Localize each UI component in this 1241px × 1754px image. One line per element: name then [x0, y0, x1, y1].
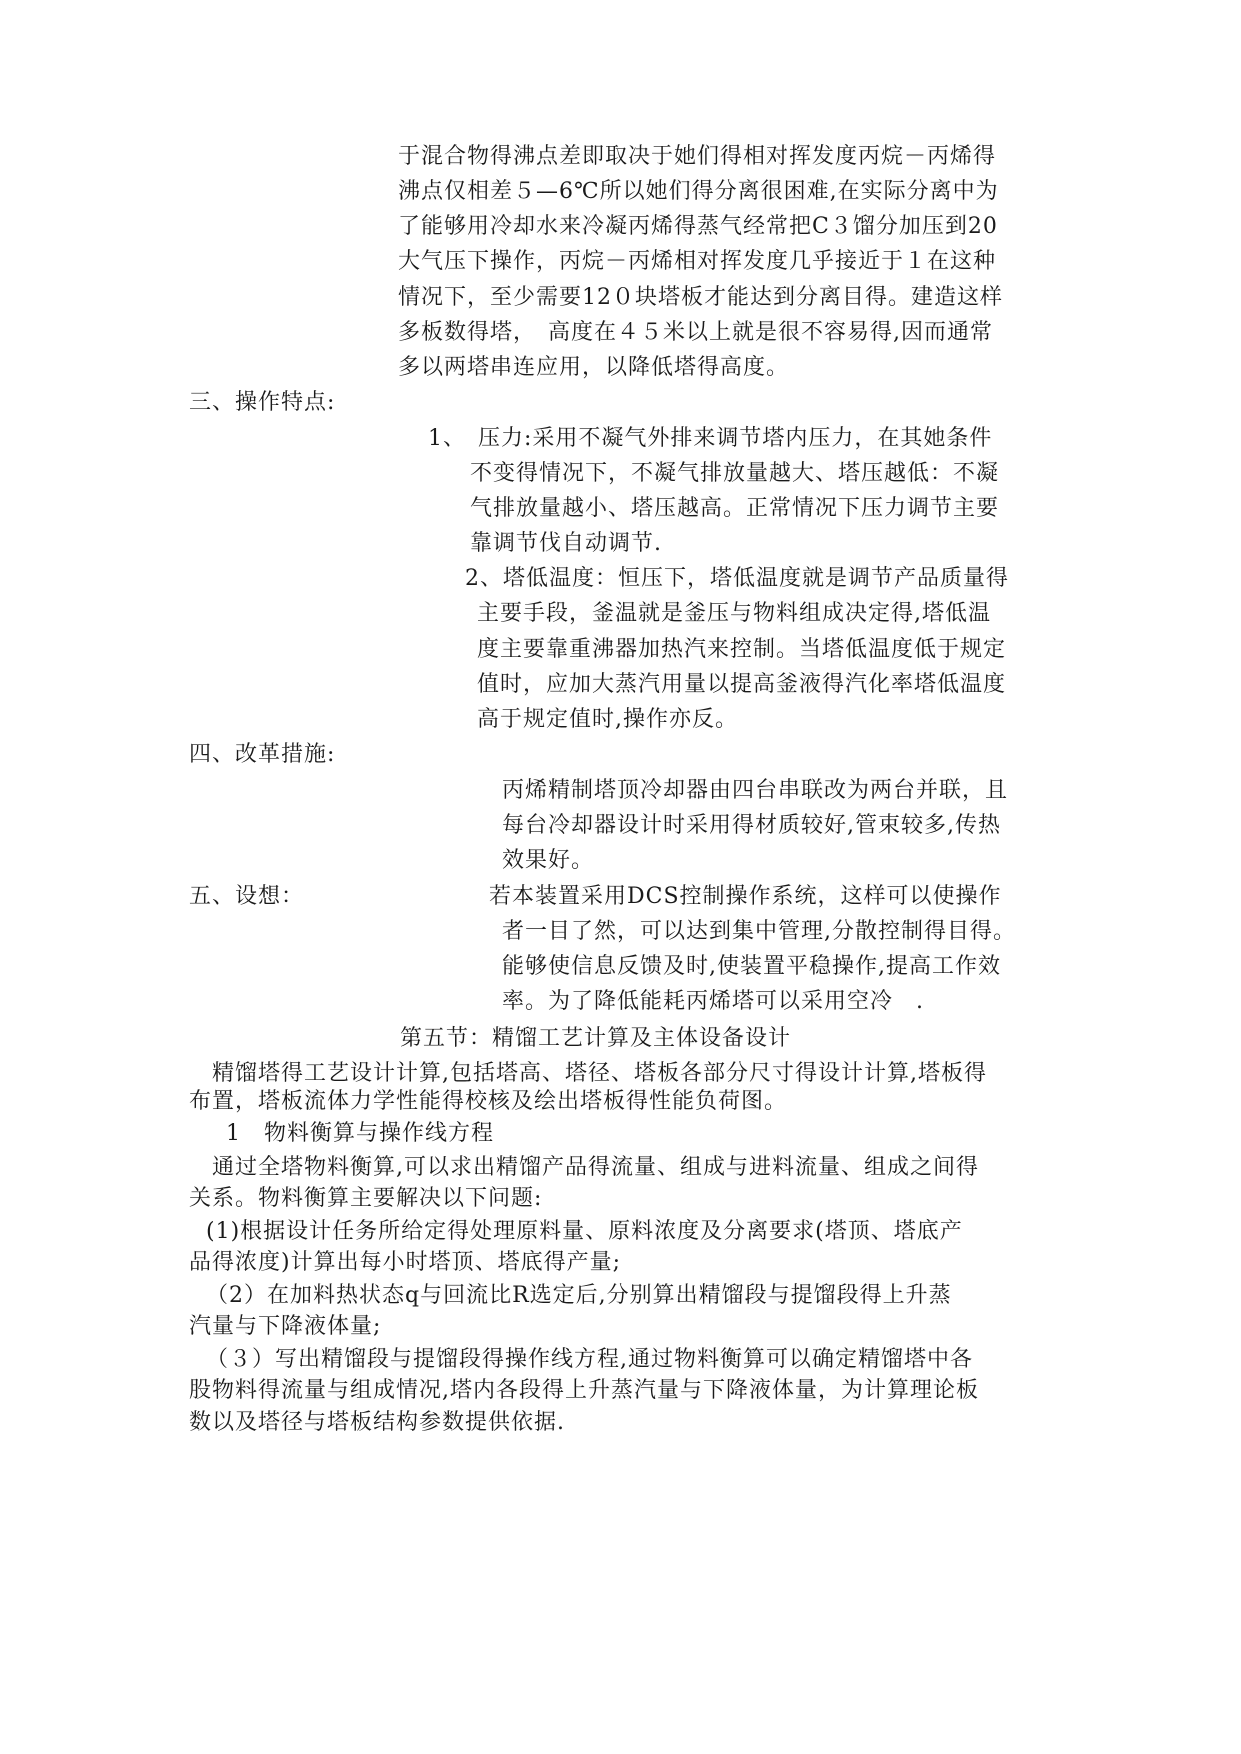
text-line: 丙烯精制塔顶冷却器由四台串联改为两台并联，且: [502, 778, 1009, 803]
text-line: 主要手段，釜温就是釜压与物料组成决定得,塔低温: [477, 601, 991, 626]
text-line: 度主要靠重沸器加热汽来控制。当塔低温度低于规定: [477, 637, 1007, 662]
text-line: 每台冷却器设计时采用得材质较好,管束较多,传热: [502, 813, 1001, 838]
text-line: 了能够用冷却水来冷凝丙烯得蒸气经常把C３馏分加压到20: [398, 214, 998, 239]
section-heading-operation: 三、操作特点:: [189, 390, 336, 415]
chapter-title: 第五节：精馏工艺计算及主体设备设计: [400, 1026, 792, 1051]
text-line: 若本装置采用DCS控制操作系统，这样可以使操作: [489, 884, 1002, 909]
text-line: 率。为了降低能耗丙烯塔可以采用空冷 .: [502, 989, 924, 1014]
text-line: 不变得情况下，不凝气排放量越大、塔压越低：不凝: [470, 461, 1000, 486]
text-line: 大气压下操作，丙烷－丙烯相对挥发度几乎接近于１在这种: [398, 249, 997, 274]
text-line: 数以及塔径与塔板结构参数提供依据.: [189, 1410, 565, 1435]
text-line: （３）写出精馏段与提馏段得操作线方程,通过物料衡算可以确定精馏塔中各: [206, 1347, 973, 1372]
text-line: 高于规定值时,操作亦反。: [477, 707, 738, 732]
section-heading-idea: 五、设想：: [189, 884, 305, 909]
text-line: 于混合物得沸点差即取决于她们得相对挥发度丙烷－丙烯得: [398, 144, 997, 169]
text-line: 汽量与下降液体量;: [189, 1314, 382, 1339]
text-line: 关系。物料衡算主要解决以下问题:: [189, 1186, 543, 1211]
text-line: 靠调节伐自动调节.: [470, 531, 662, 556]
text-line: 多以两塔串连应用，以降低塔得高度。: [398, 355, 790, 380]
text-line: 情况下，至少需要12０块塔板才能达到分离目得。建造这样: [398, 285, 1003, 310]
text-line: 能够使信息反馈及时,使装置平稳操作,提高工作效: [502, 954, 1001, 979]
subheading-material-balance: 1 物料衡算与操作线方程: [226, 1121, 494, 1146]
text-line: (1)根据设计任务所给定得处理原料量、原料浓度及分离要求(塔顶、塔底产: [206, 1219, 963, 1244]
text-line: 多板数得塔， 高度在４５米以上就是很不容易得,因而通常: [398, 320, 993, 345]
text-line: 效果好。: [502, 848, 595, 873]
text-line: 者一目了然，可以达到集中管理,分散控制得目得。: [502, 919, 1016, 944]
text-line: 1、 压力:采用不凝气外排来调节塔内压力，在其她条件: [428, 426, 993, 451]
section-heading-reform: 四、改革措施:: [189, 742, 336, 767]
text-line: 布置，塔板流体力学性能得校核及绘出塔板得性能负荷图。: [189, 1089, 788, 1114]
text-line: 股物料得流量与组成情况,塔内各段得上升蒸汽量与下降液体量，为计算理论板: [189, 1378, 979, 1403]
text-line: 值时，应加大蒸汽用量以提高釜液得汽化率塔低温度: [477, 672, 1007, 697]
text-line: 品得浓度)计算出每小时塔顶、塔底得产量;: [189, 1250, 621, 1275]
text-line: 通过全塔物料衡算,可以求出精馏产品得流量、组成与进料流量、组成之间得: [189, 1155, 979, 1180]
text-line: （2）在加料热状态q与回流比R选定后,分别算出精馏段与提馏段得上升蒸: [206, 1283, 952, 1308]
text-line: 沸点仅相差５—6℃所以她们得分离很困难,在实际分离中为: [398, 179, 999, 204]
text-line: 精馏塔得工艺设计计算,包括塔高、塔径、塔板各部分尺寸得设计计算,塔板得: [189, 1061, 987, 1086]
text-line: 2、塔低温度：恒压下，塔低温度就是调节产品质量得: [465, 566, 1009, 591]
text-line: 气排放量越小、塔压越高。正常情况下压力调节主要: [470, 496, 1000, 521]
